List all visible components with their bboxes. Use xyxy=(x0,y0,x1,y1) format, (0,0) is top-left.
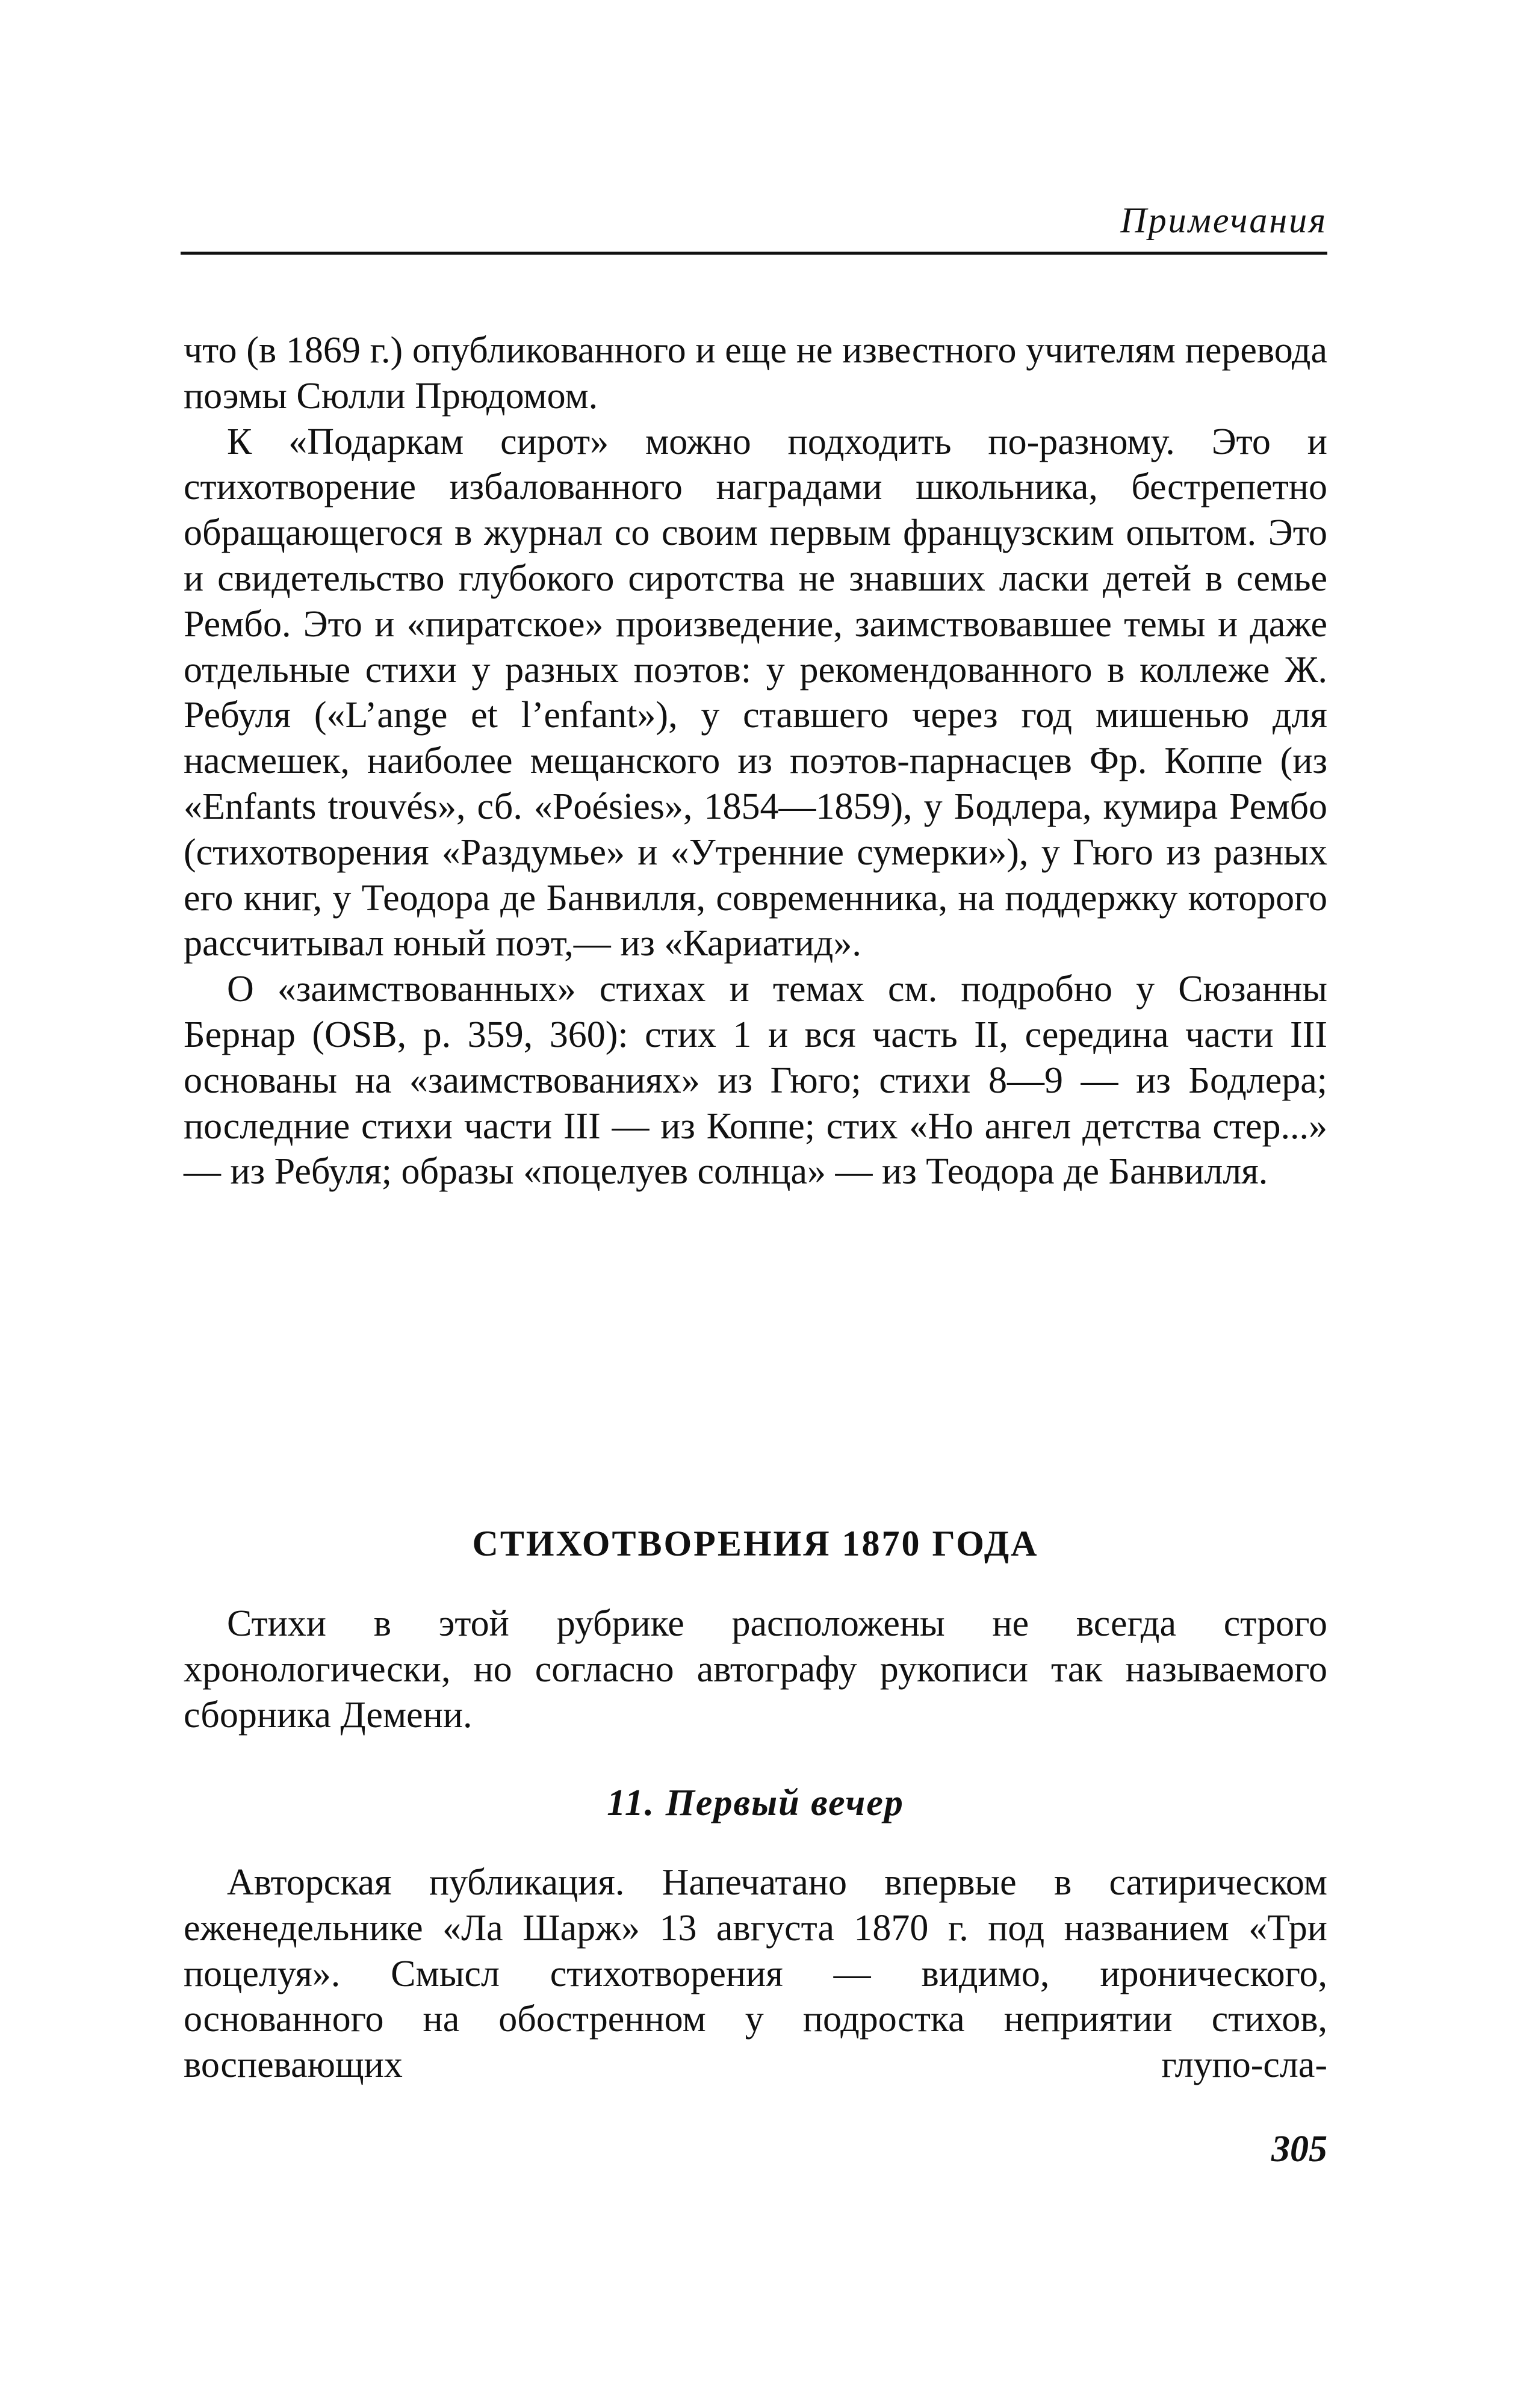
running-head: Примечания xyxy=(1120,200,1327,240)
section-heading: СТИХОТВОРЕНИЯ 1870 ГОДА xyxy=(472,1524,1039,1563)
note-block xyxy=(184,1860,1327,2088)
paragraph-continuation: что (в 1869 г.) опубликованного и еще не известного учителям перевода поэмы Сюлли Прюдомом. xyxy=(184,330,1327,417)
note-title: 11. Первый вечер xyxy=(607,1783,904,1823)
header-rule xyxy=(181,252,1327,255)
note-text: Авторская публикация. Напечатано впервые в сатирическом еженедельнике «Ла Шарж» 13 августа 1870 г. под названием «Три поцелуя». Смысл стихотворения — видимо, иронического, основанного на обостренном у подростка неприятии стихов, воспевающих глупо-сла- xyxy=(184,1862,1327,2086)
section-intro: Стихи в этой рубрике расположены не всегда строго хронологически, но согласно автографу рукописи так называемого сборника Демени. xyxy=(184,1603,1327,1736)
section-intro-block xyxy=(184,1601,1327,1738)
page-number: 305 xyxy=(1271,2129,1327,2170)
paragraph-borrowed-verses: О «заимствованных» стихах и темах см. подробно у Сюзанны Бернар (OSB, p. 359, 360): стих 1 и вся часть II, середина части III основаны на «заимствованиях» из Гюго; стихи 8—9 — из Бодлера; последние стихи части III — из Коппе; стих «Но ангел детства стер...» — из Ребуля; образы «поцелуев солнца» — из Теодора де Банвилля. xyxy=(184,969,1327,1193)
continuation-block xyxy=(184,328,1327,1195)
paragraph-podarki-sirot: К «Подаркам сирот» можно подходить по-разному. Это и стихотворение избалованного наградами школьника, бестрепетно обращающегося в журнал со своим первым французским опытом. Это и свидетельство глубокого сиротства не знавших ласки детей в семье Рембо. Это и «пиратское» произведение, заимствовавшее темы и даже отдельные стихи у разных поэтов: у рекомендованного в коллеже Ж. Ребуля («L’ange et l’enfant»), у ставшего через год мишенью для насмешек, наиболее мещанского из поэтов-парнасцев Фр. Коппе (из «Enfants trouvés», сб. «Poésies», 1854—1859), у Бодлера, кумира Рембо (стихотворения «Раздумье» и «Утренние сумерки»), у Гюго из разных его книг, у Теодора де Банвилля, современника, на поддержку которого рассчитывал юный поэт,— из «Кариатид». xyxy=(184,421,1327,964)
